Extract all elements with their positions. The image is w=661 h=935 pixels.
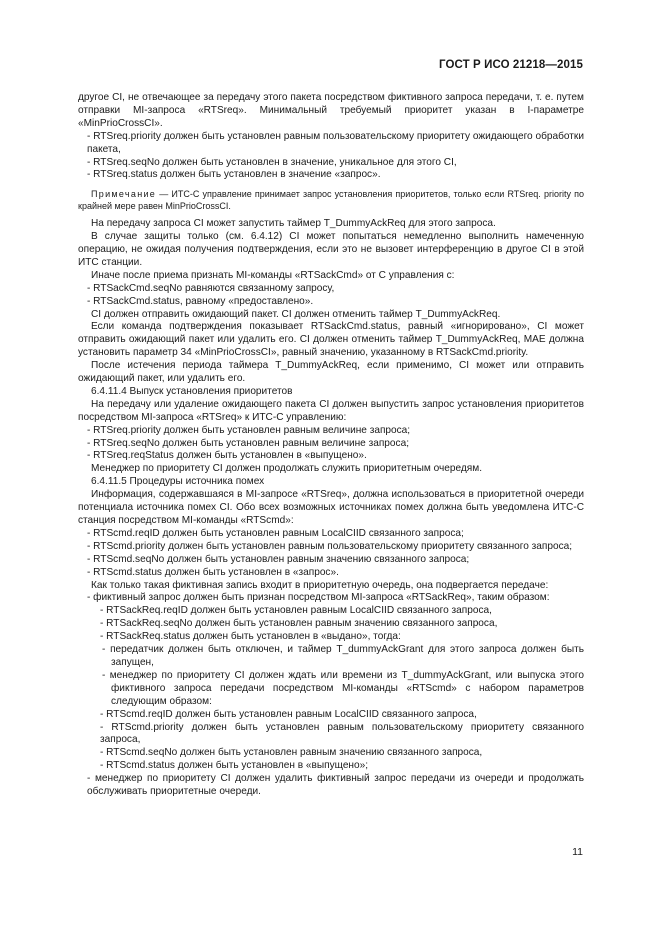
list-item: - RTSreq.seqNo должен быть установлен равным величине запроса; <box>87 437 409 449</box>
section-heading: 6.4.11.4 Выпуск установления приоритетов <box>91 385 293 397</box>
list-item-nested: - RTSackReq.reqID должен быть установлен равным LocalCIID связанного запроса, <box>100 605 492 617</box>
paragraph: На передачу или удаление ожидающего пакета CI должен выпустить запрос установления приоритетов посредством MI-запроса «RTSreq» к ИТС-С управлению: <box>78 398 584 423</box>
note <box>78 189 584 212</box>
list-item-nested: - RTScmd.reqID должен быть установлен равным LocalCIID связанного запроса, <box>100 708 477 720</box>
list-item-nested: - RTScmd.priority должен быть установлен равным пользовательскому приоритету связанного запроса, <box>100 721 584 746</box>
list-item-nested: - RTSackReq.status должен быть установлен в «выдано», тогда: <box>100 631 401 643</box>
list-item-nested-deep: - передатчик должен быть отключен, и таймер T_dummyAckGrant для этого запроса должен быть запущен, <box>102 644 584 668</box>
paragraph: После истечения периода таймера T_DummyAckReq, если применимо, CI может или отправить ожидающий пакет, или удалить его. <box>78 360 584 385</box>
paragraph: Иначе после приема признать MI-команды «RTSackCmd» от С управления с: <box>91 269 455 281</box>
list-item: - RTScmd.priority должен быть установлен равным пользовательскому приоритету связанного запроса; <box>87 540 573 552</box>
section-heading: 6.4.11.5 Процедуры источника помех <box>91 476 265 488</box>
standard-number-header: ГОСТ Р ИСО 21218—2015 <box>438 59 583 71</box>
list-item-nested: - RTScmd.status должен быть установлен в «выпущено»; <box>100 760 369 772</box>
paragraph: Если команда подтверждения показывает RTSackCmd.status, равный «игнорировано», CI может отправить ожидающий пакет или удалить его. CI должен отменить таймер T_DummyAckReq, МАЕ должна установить параметр 34 «MinPrioCrossCI», равный значению, указанному в RTSackCmd.priority. <box>78 321 584 359</box>
note-label: Примечание <box>91 189 157 200</box>
list-item: - фиктивный запрос должен быть признан посредством MI-запроса «RTSackReq», таким образом: <box>87 592 550 604</box>
list-item: - RTSackCmd.status, равному «предоставлено». <box>87 295 314 307</box>
list-item: - RTScmd.status должен быть установлен в «запрос». <box>87 566 339 578</box>
document-body <box>78 92 584 799</box>
note-text: — ИТС-С управление принимает запрос установления приоритетов, только если RTSreq. priority по крайней мере равен MinPrioCrossCI. <box>78 189 584 211</box>
paragraph: На передачу запроса CI может запустить таймер T_DummyAckReq для этого запроса. <box>91 218 496 230</box>
paragraph: В случае защиты только (см. 6.4.12) CI может попытаться немедленно выполнить намеченную операцию, не ожидая получения подтверждения, если это не вызовет интерференцию в другое CI в этой ИТС станции. <box>78 231 584 268</box>
list-item-nested-deep: - менеджер по приоритету CI должен ждать или времени из T_dummyAckGrant, или выпуска этого фиктивного запроса передачи посредством MI-команды «RTScmd» с набором параметров следующим образом: <box>102 669 584 707</box>
paragraph: Менеджер по приоритету CI должен продолжать служить приоритетным очередям. <box>91 463 483 475</box>
paragraph: Как только такая фиктивная запись входит в приоритетную очередь, она подвергается передаче: <box>91 579 549 591</box>
list-item: - RTScmd.reqID должен быть установлен равным LocalCIID связанного запроса; <box>87 527 464 539</box>
list-item: - RTSreq.reqStatus должен быть установлен в «выпущено». <box>87 450 367 462</box>
paragraph: Информация, содержавшаяся в MI-запросе «RTSreq», должна использоваться в приоритетной очереди потенциала источника помех CI. Обо всех возможных источниках помех должна быть уведомлена ИТС-С станция посредством MI-команды «RTScmd»: <box>78 489 584 526</box>
paragraph: CI должен отправить ожидающий пакет. CI должен отменить таймер T_DummyAckReq. <box>91 308 501 320</box>
list-item-nested: - RTScmd.seqNo должен быть установлен равным значению связанного запроса, <box>100 747 483 759</box>
list-item: - менеджер по приоритету CI должен удалить фиктивный запрос передачи из очереди и продолжать обслуживать приоритетные очереди. <box>87 773 584 798</box>
paragraph: другое CI, не отвечающее за передачу этого пакета посредством фиктивного запроса передачи, т. е. путем отправки MI-запроса «RTSreq». Минимальный требуемый приоритет указан в I-параметре «MinPrioCrossCI». <box>78 92 584 129</box>
list-item: - RTSreq.status должен быть установлен в значение «запрос». <box>87 169 381 181</box>
list-item: - RTSreq.priority должен быть установлен равным пользовательскому приоритету ожидающего обработки пакета, <box>87 130 584 155</box>
list-item: - RTSreq.seqNo должен быть установлен в значение, уникальное для этого CI, <box>87 156 457 168</box>
page-number: 11 <box>572 846 583 858</box>
list-item: - RTSackCmd.seqNo равняются связанному запросу, <box>87 282 335 294</box>
list-item: - RTScmd.seqNo должен быть установлен равным значению связанного запроса; <box>87 553 470 565</box>
list-item-nested: - RTSackReq.seqNo должен быть установлен равным значению связанного запроса, <box>100 618 498 630</box>
list-item: - RTSreq.priority должен быть установлен равным величине запроса; <box>87 424 411 436</box>
